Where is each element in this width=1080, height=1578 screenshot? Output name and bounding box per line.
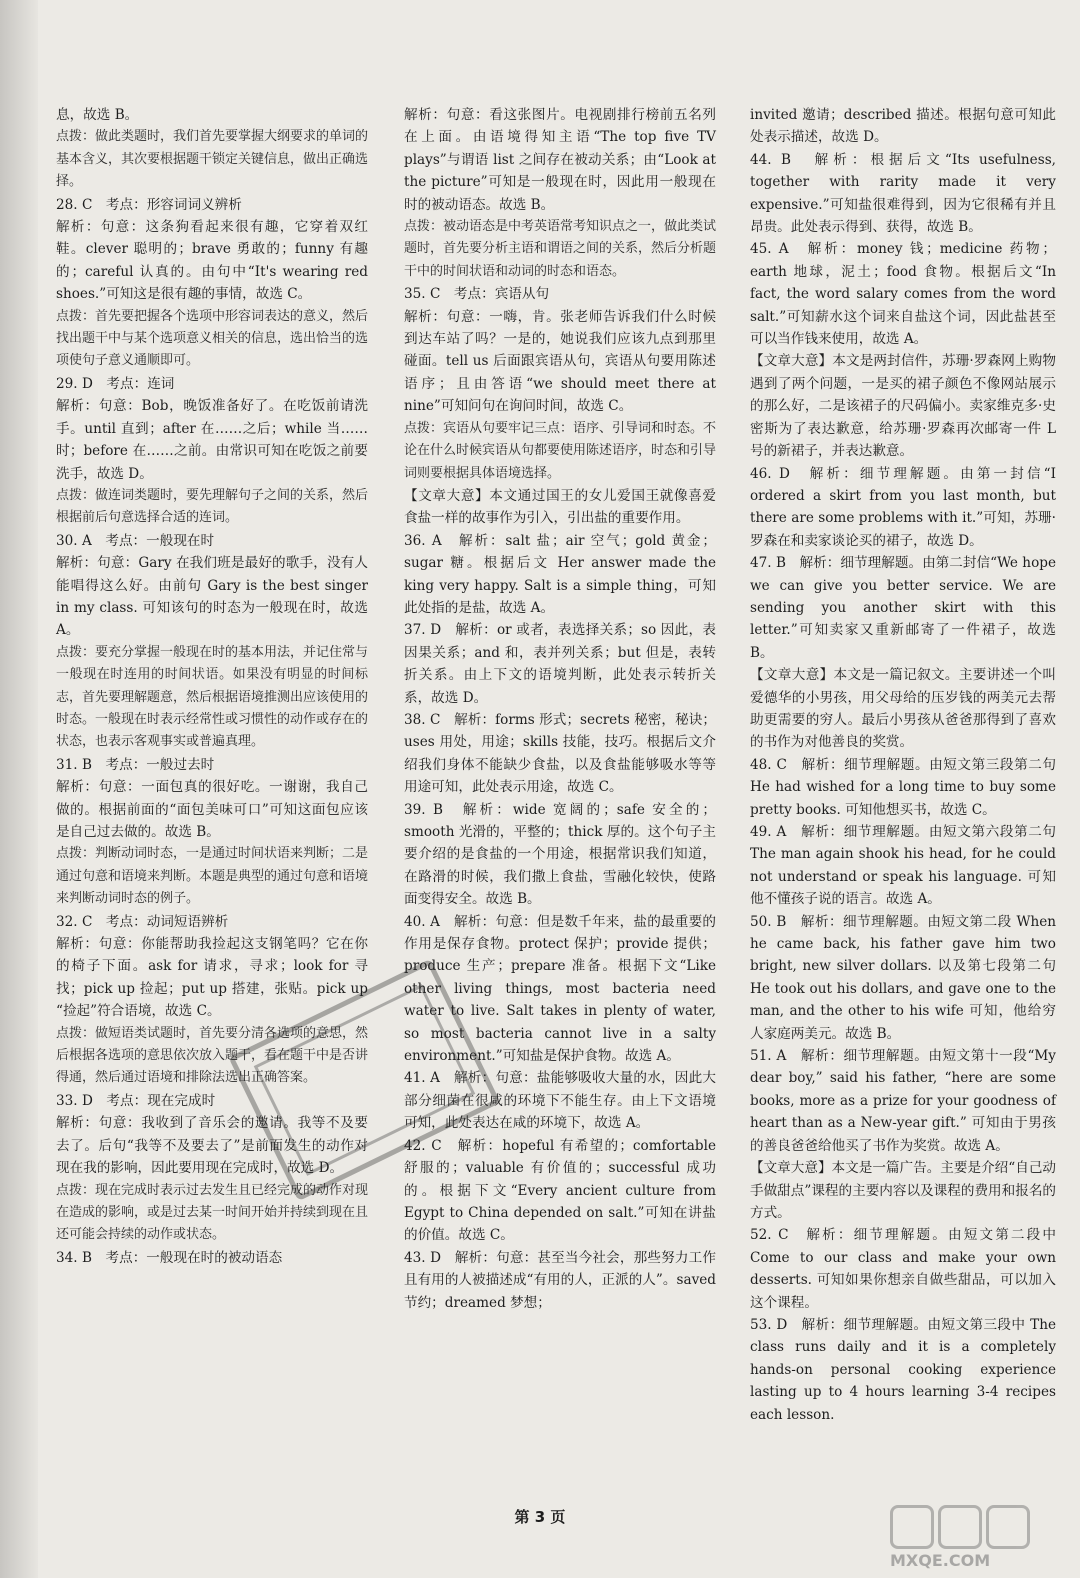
answer-paragraph: 51. A 解析：细节理解题。由短文第十一段“My dear boy,” said his father, “here are some books, more as a prize for your goodness of heart than as a New-year gift.” 可知由于男孩的善良爸爸给他买了书作为奖赏。故选 A。 — [750, 1048, 1056, 1154]
answer-paragraph: invited 邀请；described 描述。根据句意可知此处表示描述，故选 D。 — [750, 107, 1056, 146]
answer-paragraph: 33. D 考点：现在完成时 — [56, 1092, 216, 1109]
answer-paragraph: 46. D 解析：细节理解题。由第一封信“I ordered a skirt from you last month, but there are some problems with it.”可知，苏珊·罗森在和卖家谈论买的裙子，故选 D。 — [750, 465, 1056, 549]
answer-paragraph: 息，故选 B。 — [56, 107, 139, 123]
answer-paragraph: 解析：句意：你能帮助我捡起这支钢笔吗？它在你的椅子下面。ask for 请求，寻求；look for 寻找；pick up 捡起；put up 搭建，张贴。pick up “捡起”符合语境，故选 C。 — [56, 936, 368, 1020]
answer-paragraph: 48. C 解析：细节理解题。由短文第三段第二句 He had wished for a long time to buy some pretty books. 可知他想买书，故选 C。 — [750, 756, 1056, 818]
answer-paragraph: 28. C 考点：形容词词义辨析 — [56, 196, 242, 213]
page-number: 第 3 页 — [514, 1508, 566, 1526]
answer-paragraph: 41. A 解析：句意：盐能够吸收大量的水，因此大部分细菌在很咸的环境下不能生存。由上下文语境可知，此处表达在咸的环境下，故选 A。 — [404, 1070, 716, 1132]
answer-paragraph: 32. C 考点：动词短语辨析 — [56, 913, 229, 930]
answer-paragraph: 【文章大意】本文是两封信件，苏珊·罗森网上购物遇到了两个问题，一是买的裙子颜色不像网站展示的那么好，二是该裙子的尺码偏小。卖家维克多·史密斯为了表达歉意，给苏珊·罗森再次邮寄一件 L 号的新裙子，并表达歉意。 — [750, 353, 1056, 460]
answer-paragraph: 【文章大意】本文是一篇记叙文。主要讲述一个叫爱德华的小男孩，用父母给的压岁钱的两美元去帮助更需要的穷人。最后小男孩从爸爸那得到了喜欢的书作为对他善良的奖赏。 — [750, 667, 1056, 751]
answer-paragraph: 52. C 解析：细节理解题。由短文第二段中 Come to our class and make your own desserts. 可知如果你想亲自做些甜品，可以加入这个课程。 — [750, 1227, 1056, 1311]
answer-paragraph: 34. B 考点：一般现在时的被动语态 — [56, 1249, 283, 1266]
answer-paragraph: 42. C 解析：hopeful 有希望的；comfortable 舒服的；valuable 有价值的；successful 成功的。根据下文“Every ancient culture from Egypt to China depended on salt.”可知在讲盐的价值。故选 C。 — [404, 1137, 716, 1244]
answer-paragraph: 解析：句意：我收到了音乐会的邀请。我等不及要去了。后句“我等不及要去了”是前面发生的动作对现在我的影响，因此要用现在完成时，故选 D。 — [56, 1115, 368, 1177]
answer-paragraph: 49. A 解析：细节理解题。由短文第六段第二句 The man again shook his head, for he could not understand or speak his language. 可知他不懂孩子说的语言。故选 A。 — [750, 824, 1056, 908]
tip-paragraph: 点拨：做短语类试题时，首先要分清各选项的意思，然后根据各选项的意思依次放入题干，看在题干中是否讲得通，然后通过语境和排除法选出正确答案。 — [56, 1025, 369, 1086]
answer-paragraph: 47. B 解析：细节理解题。由第二封信“We hope we can give you better service. We are sending you another skirt with this letter.”可知卖家又重新邮寄了一件裙子，故选 B。 — [750, 555, 1056, 661]
page-binding-edge — [0, 0, 38, 1578]
answer-paragraph: 解析：句意：看这张图片。电视剧排行榜前五名列在上面。由语境得知主语“The top five TV plays”与谓语 list 之间存在被动关系；由“Look at the picture”可知是一般现在时，因此用一般现在时的被动语态。故选 B。 — [404, 107, 716, 213]
tip-paragraph: 点拨：要充分掌握一般现在时的基本用法，并记住常与一般现在时连用的时间状语。如果没有明显的时间标志，首先要理解题意，然后根据语境推测出应该使用的时态。一般现在时表示经常性或习惯性的动作或存在的状态，也表示客观事实或普遍真理。 — [56, 644, 369, 750]
tip-paragraph: 点拨：现在完成时表示过去发生且已经完成的动作对现在造成的影响，或是过去某一时间开始并持续到现在且还可能会持续的动作或状态。 — [56, 1182, 369, 1243]
answer-paragraph: 解析：句意：这条狗看起来很有趣，它穿着双红鞋。clever 聪明的；brave 勇敢的；funny 有趣的；careful 认真的。由句中“It's wearing red shoes.”可知这是很有趣的事情，故选 C。 — [56, 219, 368, 303]
answer-paragraph: 39. B 解析：wide 宽阔的；safe 安全的；smooth 光滑的，平整的；thick 厚的。这个句子主要介绍的是食盐的一个用途，根据常识我们知道，在路滑的时候，我们撒上食盐，雪融化较快，使路面变得安全。故选 B。 — [404, 801, 716, 908]
answer-paragraph: 29. D 考点：连词 — [56, 375, 175, 392]
answer-paragraph: 35. C 考点：宾语从句 — [404, 286, 550, 303]
answer-paragraph: 37. D 解析：or 或者，表选择关系；so 因此，表因果关系；and 和，表并列关系；but 但是，表转折关系。由上下文的语境判断，此处表示转折关系，故选 D。 — [404, 622, 716, 706]
answer-paragraph: 44. B 解析：根据后文“Its usefulness, together with rarity made it very expensive.”可知盐很难得到，因为它很稀有并且昂贵。此处表示得到、获得，故选 B。 — [750, 151, 1056, 236]
answer-paragraph: 30. A 考点：一般现在时 — [56, 532, 215, 549]
answer-paragraph: 【文章大意】本文通过国王的女儿爱国王就像喜爱食盐一样的故事作为引入，引出盐的重要作用。 — [404, 487, 716, 527]
answer-paragraph: 38. C 解析：forms 形式；secrets 秘密，秘诀；uses 用处，用途；skills 技能，技巧。根据后文介绍我们身体不能缺少食盐，以及食盐能够吸水等等用途可知，此处表示用途，故选 C。 — [404, 711, 716, 796]
tip-paragraph: 点拨：判断动词时态，一是通过时间状语来判断；二是通过句意和语境来判断。本题是典型的通过句意和语境来判断动词时态的例子。 — [56, 846, 369, 907]
answer-column-middle — [404, 104, 716, 1314]
tip-paragraph: 点拨：做连词类题时，要先理解句子之间的关系，然后根据前后句意选择合适的连词。 — [56, 487, 369, 526]
tip-paragraph: 点拨：做此类题时，我们首先要掌握大纲要求的单词的基本含义，其次要根据题干锁定关键信息，做出正确选择。 — [56, 129, 369, 190]
answer-paragraph: 50. B 解析：细节理解题。由短文第二段 When he came back, his father gave him two bright, new silver dollars. 以及第七段第二句 He took out his dollars, and gave one to the man, and the other to his wife 可知，他给穷人家庭两美元。故选 B。 — [750, 913, 1056, 1042]
answer-paragraph: 【文章大意】本文是一篇广告。主要是介绍“自己动手做甜点”课程的主要内容以及课程的费用和报名的方式。 — [750, 1160, 1057, 1221]
answer-paragraph: 36. A 解析：salt 盐；air 空气；gold 黄金；sugar 糖。根据后文 Her answer made the king very happy. Salt is a simple thing，可知此处指的是盐，故选 A。 — [404, 532, 716, 616]
tip-paragraph: 点拨：宾语从句要牢记三点：语序、引导词和时态。不论在什么时候宾语从句都要使用陈述语序，时态和引导词则要根据具体语境选择。 — [404, 420, 717, 481]
tip-paragraph: 点拨：首先要把握各个选项中形容词表达的意义，然后找出题干中与某个选项意义相关的信息，选出恰当的选项使句子意义通顺即可。 — [56, 308, 369, 369]
answer-paragraph: 解析：句意：Bob，晚饭准备好了。在吃饭前请洗手。until 直到；after 在……之后；while 当……时；before 在……之前。由常识可知在吃饭之前要洗手，故选 D。 — [56, 398, 368, 482]
answer-paragraph: 43. D 解析：句意：甚至当今社会，那些努力工作且有用的人被描述成“有用的人，正派的人”。saved 节约；dreamed 梦想； — [404, 1249, 716, 1311]
answer-paragraph: 解析：句意：一嗨，肯。张老师告诉我们什么时候到达车站了吗？一是的，她说我们应该九点到那里碰面。tell us 后面跟宾语从句，宾语从句要用陈述语序；且由答语“we should meet there at nine”可知问句在询问时间，故选 C。 — [404, 308, 716, 415]
watermark-url: MXQE.COM — [890, 1551, 991, 1570]
answer-paragraph: 45. A 解析：money 钱；medicine 药物；earth 地球，泥土；food 食物。根据后文“In fact, the word salary comes from the word salt.”可知薪水这个词来自盐这个词，因此盐甚至可以当作钱来使用，故选 A。 — [750, 241, 1056, 348]
answer-paragraph: 40. A 解析：句意：但是数千年来，盐的最重要的作用是保存食物。protect 保护；provide 提供；produce 生产；prepare 准备。根据下文“Like other living things, most bacteria need water to live. Salt takes in plenty of water, so most bacteria cannot live in a salty environment.”可知盐是保护食物。故选 A。 — [404, 913, 716, 1065]
answer-paragraph: 53. D 解析：细节理解题。由短文第三段中 The class runs daily and it is a completely hands-on personal cooking experience lasting up to 4 hours learning 3-4 recipes each lesson. — [750, 1316, 1056, 1423]
answer-column-right — [750, 104, 1056, 1426]
answer-logo-icon — [890, 1505, 1060, 1570]
answer-paragraph: 31. B 考点：一般过去时 — [56, 756, 215, 773]
tip-paragraph: 点拨：被动语态是中考英语常考知识点之一，做此类试题时，首先要分析主语和谓语之间的关系，然后分析题干中的时间状语和动词的时态和语态。 — [404, 219, 717, 279]
answer-paragraph: 解析：句意：一面包真的很好吃。一谢谢，我自己做的。根据前面的“面包美味可口”可知这面包应该是自己过去做的。故选 B。 — [56, 779, 368, 840]
answer-paragraph: 解析：句意：Gary 在我们班是最好的歌手，没有人能唱得这么好。由前句 Gary is the best singer in my class. 可知该句的时态为一般现在时，故选 A。 — [56, 555, 368, 639]
